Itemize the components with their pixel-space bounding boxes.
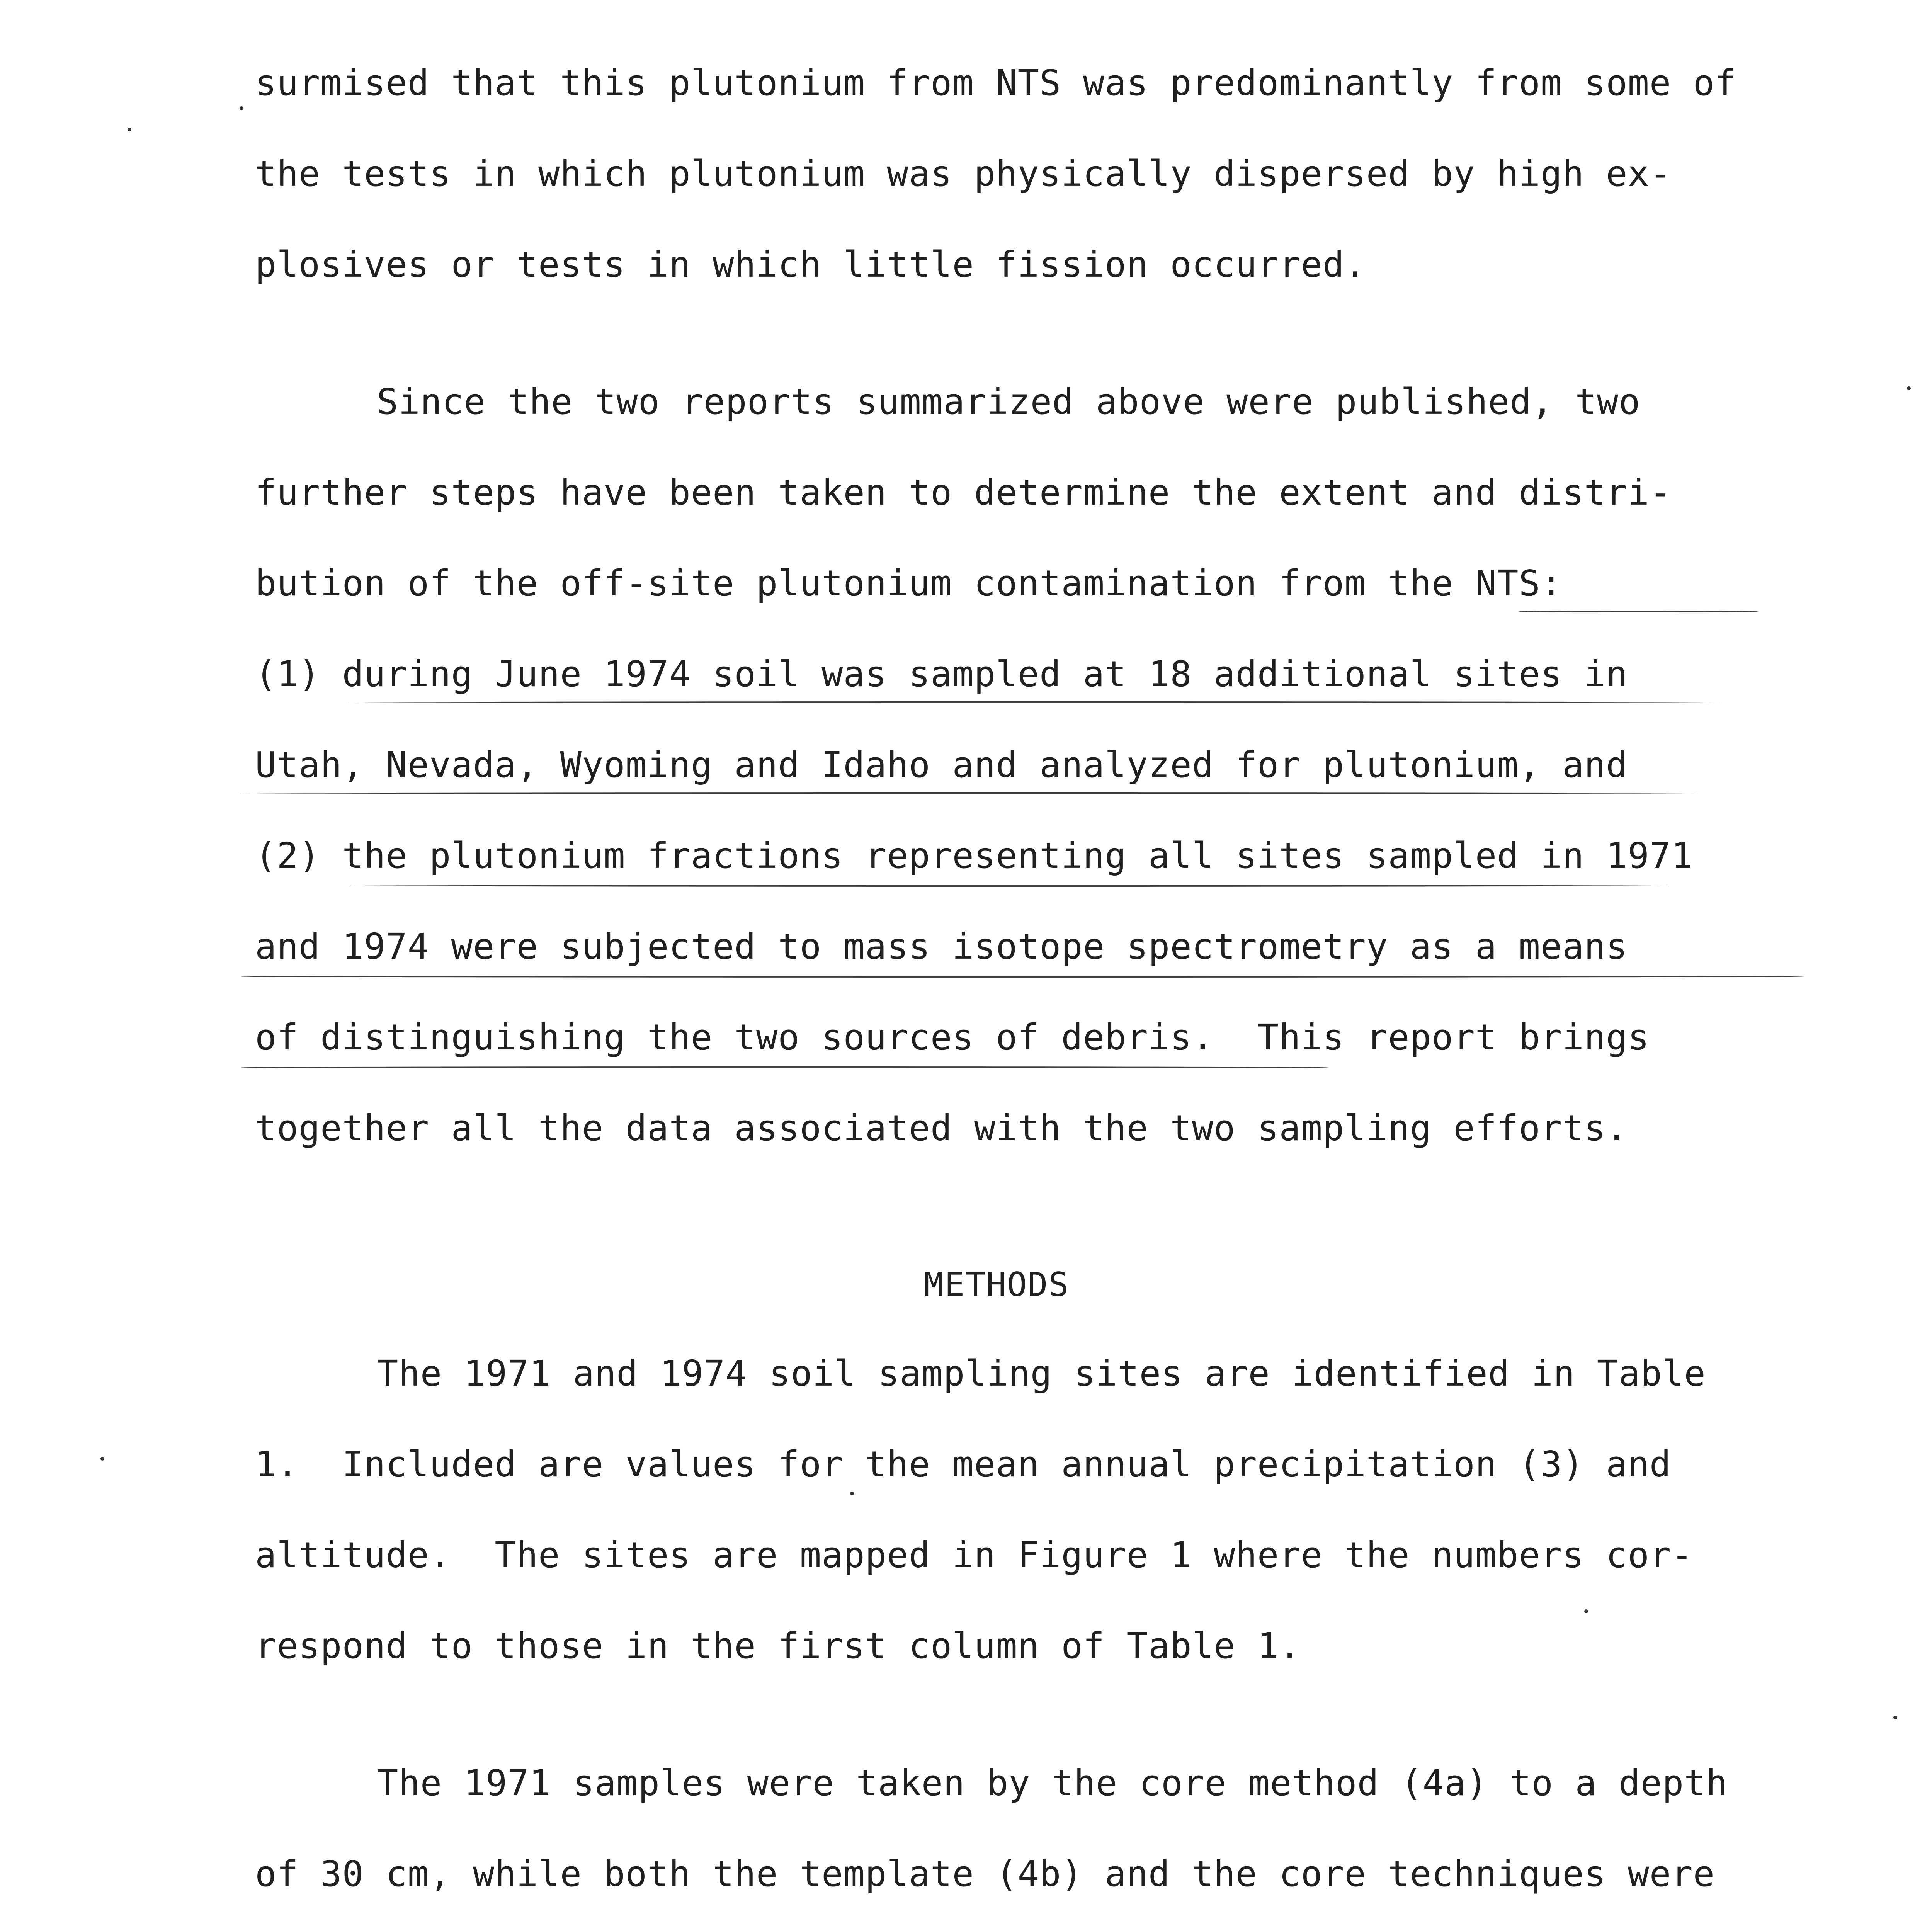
text-line: The 1971 samples were taken by the core method (4a) to a depth <box>377 1762 1728 1804</box>
handwritten-underline <box>240 976 1804 978</box>
text-line: together all the data associated with the two sampling efforts. <box>255 1107 1628 1149</box>
scan-speck <box>240 106 243 110</box>
text-line: (2) the plutonium fractions representing all sites sampled in 1971 <box>255 835 1693 876</box>
text-line: further steps have been taken to determine the extent and distri- <box>255 472 1672 513</box>
section-heading: METHODS <box>923 1265 1070 1304</box>
text-line: the tests in which plutonium was physically dispersed by high ex- <box>255 153 1672 194</box>
text-line: respond to those in the first column of Table 1. <box>255 1625 1301 1667</box>
text-line: of 30 cm, while both the template (4b) and the core techniques were <box>255 1853 1715 1895</box>
text-line: The 1971 and 1974 soil sampling sites are identified in Table <box>377 1353 1706 1394</box>
scan-speck <box>850 1492 854 1495</box>
text-line: surmised that this plutonium from NTS was predominantly from some of <box>255 62 1737 104</box>
text-line: altitude. The sites are mapped in Figure 1 where the numbers cor- <box>255 1534 1693 1576</box>
text-line: (1) during June 1974 soil was sampled at 18 additional sites in <box>255 653 1628 695</box>
text-line: of distinguishing the two sources of debris. This report brings <box>255 1017 1650 1058</box>
scan-speck <box>100 1457 104 1461</box>
text-line: bution of the off-site plutonium contamination from the NTS: <box>255 563 1563 604</box>
scan-speck <box>128 128 131 131</box>
scan-speck <box>1893 1716 1897 1719</box>
handwritten-underline <box>240 792 1700 794</box>
handwritten-underline <box>240 1066 1329 1068</box>
text-line: 1. Included are values for the mean annual precipitation (3) and <box>255 1444 1672 1485</box>
handwritten-underline <box>348 701 1719 703</box>
text-line: Utah, Nevada, Wyoming and Idaho and analyzed for plutonium, and <box>255 744 1628 786</box>
handwritten-underline <box>1519 611 1758 612</box>
text-line: plosives or tests in which little fission occurred. <box>255 244 1366 285</box>
text-line: Since the two reports summarized above were published, two <box>377 381 1641 422</box>
handwritten-underline <box>348 885 1669 887</box>
text-line: and 1974 were subjected to mass isotope spectrometry as a means <box>255 926 1628 967</box>
scan-speck <box>1907 386 1911 390</box>
scan-speck <box>1584 1609 1588 1613</box>
